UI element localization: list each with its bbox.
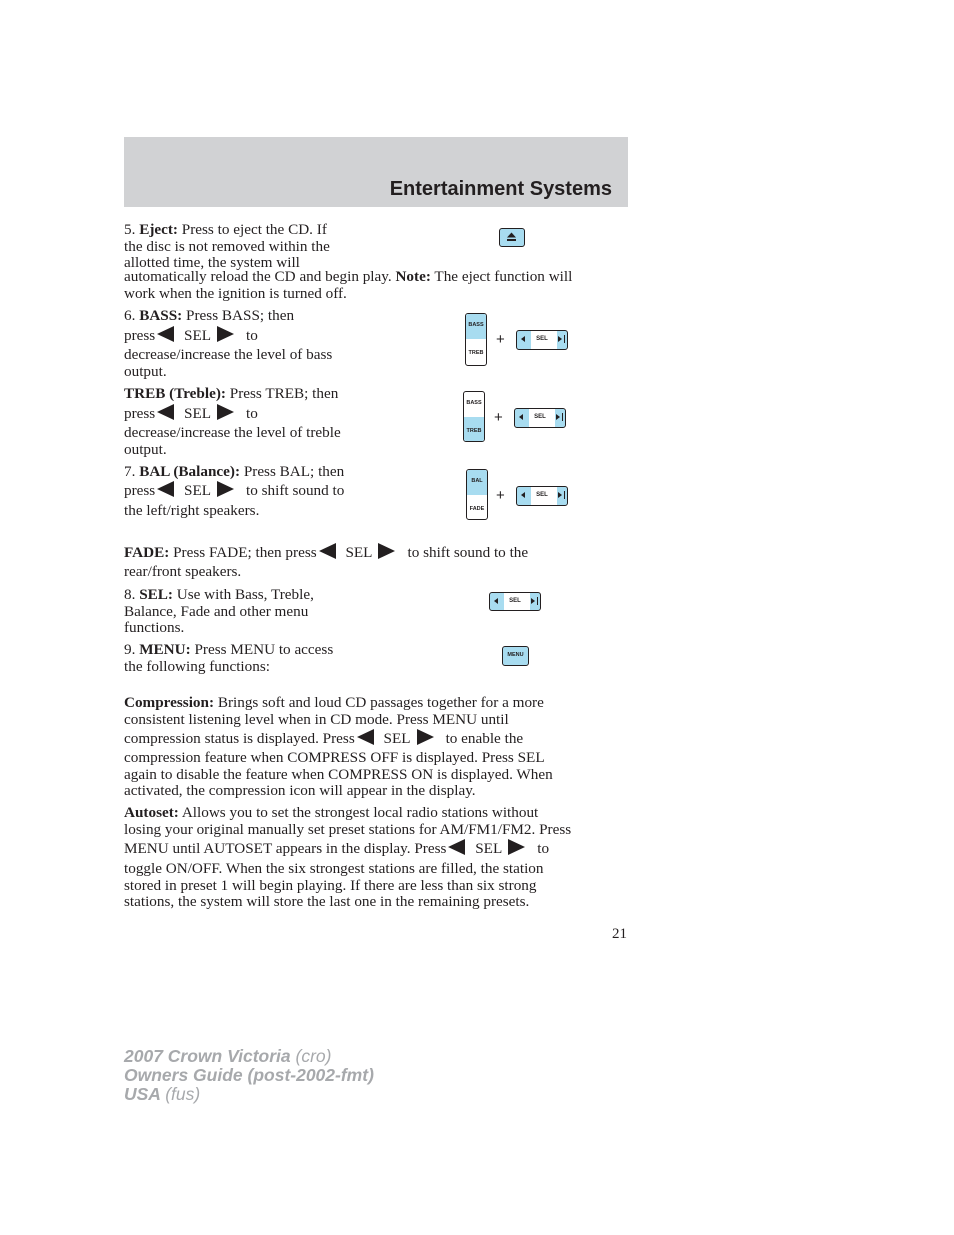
sel-right-arrow-icon xyxy=(556,414,560,420)
item-number: 5. xyxy=(124,221,136,238)
autoset-text: to xyxy=(537,840,550,857)
sel-button-illustration xyxy=(516,330,568,350)
sel-end-bar-icon xyxy=(564,491,566,499)
sel-text: SEL xyxy=(475,840,503,857)
eject-term: Eject: xyxy=(139,221,178,238)
treb-line-1 xyxy=(124,384,338,404)
compression-text: compression status is displayed. Press xyxy=(124,730,355,747)
sel-text: Balance, Fade and other menu xyxy=(124,602,309,620)
bass-line-1 xyxy=(124,306,294,326)
left-arrow-icon xyxy=(357,729,374,745)
compression-text: to enable the xyxy=(445,730,524,747)
right-arrow-icon xyxy=(508,839,525,855)
bass-text: output. xyxy=(124,362,167,380)
eject-text: automatically reload the CD and begin play. xyxy=(124,268,392,285)
sel-right-arrow-icon xyxy=(558,336,562,342)
bass-line-3 xyxy=(124,347,384,380)
sel-end-bar-icon xyxy=(537,597,539,605)
fade-text: Press FADE; then press xyxy=(173,544,317,561)
bass-text: decrease/increase the level of bass xyxy=(124,346,333,363)
autoset-text: stations, the system will store the last one in the remaining presets. xyxy=(124,893,530,910)
left-arrow-icon xyxy=(319,543,336,559)
sel-text: SEL xyxy=(383,730,411,747)
eject-text: Press to eject the CD. If xyxy=(181,221,327,238)
item-number: 7. xyxy=(124,463,136,480)
left-arrow-icon xyxy=(157,326,174,342)
autoset-line-3 xyxy=(124,839,549,859)
bal-text: Press BAL; then xyxy=(243,463,345,480)
compression-text: again to disable the feature when COMPRESS ON is displayed. When xyxy=(124,765,553,783)
treb-button-label: TREB xyxy=(468,350,484,356)
sel-button-label: SEL xyxy=(534,414,546,420)
treb-text: Press TREB; then xyxy=(229,385,339,402)
treb-text: to xyxy=(246,405,258,422)
bass-line-2 xyxy=(124,326,258,346)
sel-text: SEL xyxy=(184,405,212,422)
sel-text: Use with Bass, Treble, xyxy=(176,586,314,603)
fade-line-1 xyxy=(124,543,528,563)
compression-term: Compression: xyxy=(124,694,215,711)
sel-end-bar-icon xyxy=(564,335,566,343)
sel-right-arrow-icon xyxy=(558,492,562,498)
item-number: 6. xyxy=(124,307,136,324)
right-arrow-icon xyxy=(217,326,234,342)
autoset-text: MENU until AUTOSET appears in the display. Press xyxy=(124,840,447,857)
right-arrow-icon xyxy=(417,729,434,745)
right-arrow-icon xyxy=(217,404,234,420)
bass-treb-button-illustration xyxy=(465,313,487,366)
eject-text: The eject function will xyxy=(434,268,573,285)
sel-text: SEL xyxy=(184,482,212,499)
eject-continued xyxy=(124,269,634,302)
sel-text: functions. xyxy=(124,619,185,636)
bal-text: to shift sound to xyxy=(246,482,345,499)
sel-button-illustration xyxy=(516,486,568,506)
bass-text: press xyxy=(124,327,156,344)
bass-term: BASS: xyxy=(139,307,183,324)
compression-text: Brings soft and loud CD passages together for a more xyxy=(217,694,544,711)
autoset-text: toggle ON/OFF. When the six strongest stations are filled, the station xyxy=(124,860,544,877)
sel-right-arrow-icon xyxy=(531,598,535,604)
left-arrow-icon xyxy=(157,404,174,420)
left-arrow-icon xyxy=(157,481,174,497)
item-number: 8. xyxy=(124,586,136,603)
bal-term: BAL (Balance): xyxy=(139,463,241,480)
menu-term: MENU: xyxy=(139,641,191,658)
eject-text: the disc is not removed within the xyxy=(124,237,330,255)
autoset-para-1 xyxy=(124,805,644,838)
treb-line-3 xyxy=(124,425,384,458)
menu-item xyxy=(124,642,384,675)
bass-button-label: BASS xyxy=(468,322,484,328)
fade-button-label: FADE xyxy=(469,506,485,512)
compression-para-1 xyxy=(124,695,644,728)
header-band xyxy=(124,137,628,207)
fade-term: FADE: xyxy=(124,544,170,561)
bal-text: the left/right speakers. xyxy=(124,502,260,519)
bal-text: press xyxy=(124,482,156,499)
right-arrow-icon xyxy=(378,543,395,559)
fade-text: to shift sound to the xyxy=(407,544,529,561)
item-number: 9. xyxy=(124,641,136,658)
compression-text: consistent listening level when in CD mode. Press MENU until xyxy=(124,710,509,728)
treb-line-2 xyxy=(124,404,258,424)
eject-icon xyxy=(500,229,523,245)
sel-button-label: SEL xyxy=(536,336,548,342)
footer-market-code: (fus) xyxy=(165,1084,201,1104)
plus-sign: + xyxy=(496,487,505,504)
compression-para-2 xyxy=(124,750,644,800)
autoset-text: losing your original manually set preset stations for AM/FM1/FM2. Press xyxy=(124,820,572,838)
note-term: Note: xyxy=(395,268,431,285)
sel-text: SEL xyxy=(345,544,373,561)
treb-button-label: TREB xyxy=(466,428,482,434)
footer-model: 2007 Crown Victoria xyxy=(124,1046,291,1066)
sel-text: SEL xyxy=(184,327,212,344)
right-arrow-icon xyxy=(217,481,234,497)
bal-line-1 xyxy=(124,462,344,482)
compression-line-3 xyxy=(124,729,523,749)
eject-text: work when the ignition is turned off. xyxy=(124,284,347,302)
fade-line-2 xyxy=(124,562,241,582)
autoset-text: stored in preset 1 will begin playing. If there are less than six strong xyxy=(124,876,537,894)
treb-text: press xyxy=(124,405,156,422)
autoset-para-2 xyxy=(124,861,644,911)
left-arrow-icon xyxy=(448,839,465,855)
menu-text: the following functions: xyxy=(124,657,270,675)
bass-button-label: BASS xyxy=(466,400,482,406)
plus-sign: + xyxy=(496,331,505,348)
autoset-term: Autoset: xyxy=(124,804,179,821)
bass-treb-button-illustration xyxy=(463,391,485,442)
fade-text: rear/front speakers. xyxy=(124,563,242,580)
sel-end-bar-icon xyxy=(562,413,564,421)
menu-button-illustration xyxy=(502,646,529,666)
treb-text: output. xyxy=(124,440,167,458)
bass-text: Press BASS; then xyxy=(186,307,295,324)
compression-text: activated, the compression icon will appear in the display. xyxy=(124,782,476,799)
bal-line-3 xyxy=(124,501,259,521)
sel-item xyxy=(124,587,384,637)
bal-button-label: BAL xyxy=(471,478,483,484)
bass-text: to xyxy=(246,327,258,344)
footer-market: USA xyxy=(124,1084,161,1104)
autoset-text: Allows you to set the strongest local radio stations without xyxy=(181,804,539,821)
sel-button-illustration xyxy=(514,408,566,428)
eject-button-illustration xyxy=(499,228,525,247)
sel-term: SEL: xyxy=(139,586,173,603)
menu-button-label: MENU xyxy=(507,652,524,658)
menu-text: Press MENU to access xyxy=(194,641,334,658)
page-title: Entertainment Systems xyxy=(389,178,612,200)
bal-fade-button-illustration xyxy=(466,469,488,520)
sel-button-illustration xyxy=(489,592,541,611)
page-number: 21 xyxy=(612,926,627,942)
footer xyxy=(124,1047,374,1104)
treb-text: decrease/increase the level of treble xyxy=(124,424,341,441)
plus-sign: + xyxy=(494,409,503,426)
compression-text: compression feature when COMPRESS OFF is displayed. Press SEL xyxy=(124,749,545,766)
bal-line-2 xyxy=(124,481,344,501)
sel-button-label: SEL xyxy=(536,492,548,498)
sel-button-label: SEL xyxy=(509,598,521,604)
eject-item xyxy=(124,222,384,272)
footer-guide: Owners Guide (post-2002-fmt) xyxy=(124,1065,374,1085)
footer-model-code: (cro) xyxy=(295,1046,332,1066)
treb-term: TREB (Treble): xyxy=(124,385,226,402)
eject-text: allotted time, the system will xyxy=(124,254,300,271)
